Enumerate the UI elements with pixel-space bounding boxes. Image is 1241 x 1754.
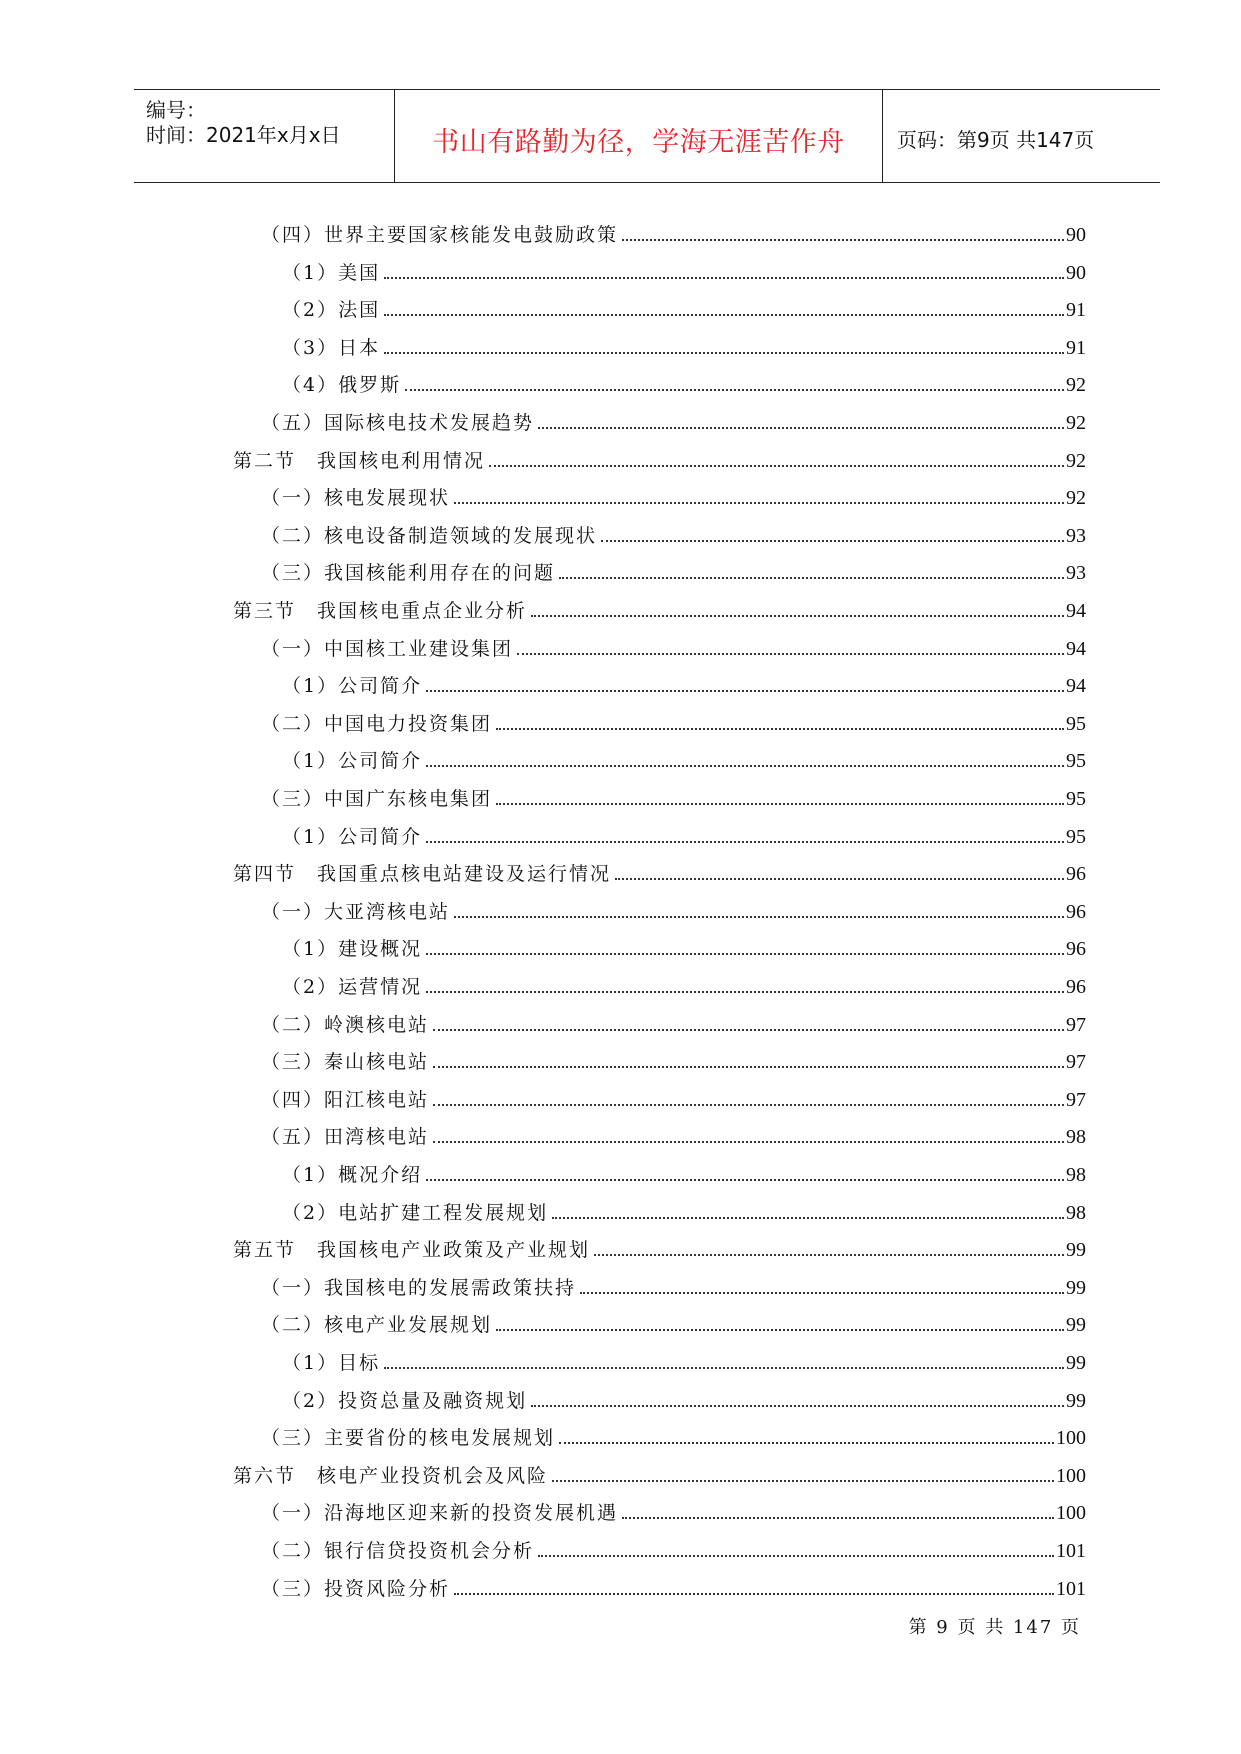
toc-leader-dots <box>531 1405 1064 1407</box>
toc-entry[interactable] <box>282 818 1086 848</box>
toc-leader-dots <box>433 1104 1064 1106</box>
toc-entry-page: 94 <box>1066 675 1086 698</box>
toc-entry[interactable] <box>261 1269 1086 1299</box>
toc-entry-title: （2）投资总量及融资规划 <box>282 1389 528 1412</box>
toc-entry-page: 93 <box>1066 524 1086 547</box>
toc-entry-title: （一）我国核电的发展需政策扶持 <box>261 1276 577 1299</box>
toc-leader-dots <box>433 1029 1064 1031</box>
toc-entry-page: 98 <box>1066 1201 1086 1224</box>
toc-entry[interactable] <box>261 1118 1086 1148</box>
toc-leader-dots <box>622 1517 1054 1519</box>
toc-entry-page: 96 <box>1066 900 1086 923</box>
toc-leader-dots <box>384 314 1064 316</box>
toc-leader-dots <box>496 803 1064 805</box>
toc-leader-dots <box>496 1329 1064 1331</box>
toc-leader-dots <box>426 1179 1064 1181</box>
toc-entry-title: （4）俄罗斯 <box>282 374 402 397</box>
toc-leader-dots <box>594 1254 1064 1256</box>
toc-entry[interactable] <box>261 1043 1086 1073</box>
toc-entry[interactable] <box>282 366 1086 396</box>
toc-entry-title: （1）公司简介 <box>282 825 423 848</box>
document-time: 时间：2021年x月x日 <box>146 123 341 147</box>
toc-entry[interactable] <box>261 1081 1086 1111</box>
toc-leader-dots <box>454 916 1064 918</box>
toc-entry[interactable] <box>282 742 1086 772</box>
toc-leader-dots <box>538 1555 1054 1557</box>
toc-entry-page: 100 <box>1056 1464 1086 1487</box>
toc-leader-dots <box>559 1442 1054 1444</box>
toc-entry-title: 第三节 我国核电重点企业分析 <box>233 600 528 622</box>
toc-leader-dots <box>426 991 1064 993</box>
toc-entry-title: （三）主要省份的核电发展规划 <box>261 1427 556 1450</box>
toc-entry[interactable] <box>282 254 1086 284</box>
toc-entry-title: （2）运营情况 <box>282 976 423 998</box>
toc-entry-title: （3）日本 <box>282 336 381 359</box>
toc-entry-page: 92 <box>1066 449 1086 472</box>
toc-entry[interactable] <box>261 216 1086 246</box>
toc-leader-dots <box>426 953 1064 955</box>
toc-entry-page: 98 <box>1066 1126 1086 1149</box>
toc-entry-title: （四）阳江核电站 <box>261 1088 430 1111</box>
toc-entry-title: （二）中国电力投资集团 <box>261 712 493 735</box>
toc-entry[interactable] <box>233 1457 1086 1487</box>
toc-entry[interactable] <box>282 1156 1086 1186</box>
toc-entry-page: 94 <box>1066 600 1086 622</box>
toc-entry-title: （1）美国 <box>282 261 381 284</box>
toc-entry[interactable] <box>282 667 1086 697</box>
toc-leader-dots <box>426 765 1064 767</box>
toc-entry-page: 95 <box>1066 750 1086 773</box>
toc-entry[interactable] <box>282 1194 1086 1224</box>
header-motto: 书山有路勤为径，学海无涯苦作舟 <box>432 127 845 158</box>
toc-entry-page: 101 <box>1056 1577 1086 1600</box>
toc-entry-title: （1）概况介绍 <box>282 1164 423 1186</box>
header-left-cell <box>134 90 394 182</box>
toc-entry[interactable] <box>261 1494 1086 1524</box>
toc-entry-title: （三）中国广东核电集团 <box>261 788 493 810</box>
toc-entry-page: 97 <box>1066 1088 1086 1111</box>
toc-leader-dots <box>384 352 1064 354</box>
toc-entry-title: （2）电站扩建工程发展规划 <box>282 1201 549 1224</box>
toc-leader-dots <box>405 389 1064 391</box>
toc-entry[interactable] <box>261 893 1086 923</box>
toc-entry[interactable] <box>233 855 1086 885</box>
toc-entry-page: 90 <box>1066 261 1086 284</box>
toc-entry[interactable] <box>282 291 1086 321</box>
toc-entry[interactable] <box>233 592 1086 622</box>
toc-entry-title: （三）投资风险分析 <box>261 1577 451 1600</box>
toc-leader-dots <box>433 1066 1064 1068</box>
toc-entry[interactable] <box>261 780 1086 810</box>
toc-entry-title: （1）目标 <box>282 1352 381 1374</box>
toc-entry-title: （1）建设概况 <box>282 938 423 961</box>
toc-entry-title: （三）我国核能利用存在的问题 <box>261 562 556 585</box>
page-footer: 第 9 页 共 147 页 <box>908 1617 1081 1638</box>
toc-leader-dots <box>454 502 1064 504</box>
toc-entry-page: 99 <box>1066 1276 1086 1299</box>
toc-leader-dots <box>454 1593 1054 1595</box>
toc-entry-page: 94 <box>1066 637 1086 660</box>
toc-entry-page: 99 <box>1066 1389 1086 1412</box>
toc-leader-dots <box>601 540 1064 542</box>
toc-entry[interactable] <box>233 442 1086 472</box>
toc-entry-title: （二）核电产业发展规划 <box>261 1314 493 1337</box>
toc-entry[interactable] <box>261 554 1086 584</box>
toc-entry-title: （二）核电设备制造领域的发展现状 <box>261 524 598 547</box>
toc-entry-title: 第六节 核电产业投资机会及风险 <box>233 1464 549 1487</box>
toc-entry-page: 100 <box>1056 1427 1086 1450</box>
page-header <box>134 89 1160 183</box>
toc-entry-page: 92 <box>1066 412 1086 434</box>
toc-leader-dots <box>384 1367 1064 1369</box>
toc-entry-page: 100 <box>1056 1502 1086 1525</box>
toc-entry-title: （三）秦山核电站 <box>261 1051 430 1074</box>
toc-leader-dots <box>552 1480 1054 1482</box>
toc-entry[interactable] <box>282 1344 1086 1374</box>
toc-entry-title: （2）法国 <box>282 299 381 322</box>
toc-entry-page: 99 <box>1066 1239 1086 1262</box>
toc-entry-title: （一）中国核工业建设集团 <box>261 637 514 660</box>
toc-leader-dots <box>622 239 1064 241</box>
toc-entry[interactable] <box>282 968 1086 998</box>
toc-leader-dots <box>580 1292 1064 1294</box>
toc-entry-page: 101 <box>1056 1540 1086 1562</box>
toc-leader-dots <box>489 465 1064 467</box>
toc-entry[interactable] <box>261 1306 1086 1336</box>
toc-entry-page: 96 <box>1066 976 1086 998</box>
toc-entry-page: 96 <box>1066 863 1086 886</box>
toc-entry-page: 95 <box>1066 825 1086 848</box>
toc-entry[interactable] <box>261 404 1086 434</box>
toc-entry-title: （四）世界主要国家核能发电鼓励政策 <box>261 224 619 246</box>
toc-entry[interactable] <box>233 1231 1086 1261</box>
toc-entry[interactable] <box>261 1570 1086 1600</box>
toc-entry-title: 第二节 我国核电利用情况 <box>233 449 486 472</box>
toc-entry-page: 98 <box>1066 1164 1086 1186</box>
toc-entry-page: 97 <box>1066 1051 1086 1074</box>
header-right-cell <box>883 90 1160 182</box>
toc-entry-title: （二）岭澳核电站 <box>261 1013 430 1036</box>
toc-entry-title: 第五节 我国核电产业政策及产业规划 <box>233 1239 591 1262</box>
toc-entry-page: 95 <box>1066 788 1086 810</box>
toc-leader-dots <box>384 277 1064 279</box>
toc-entry[interactable] <box>261 479 1086 509</box>
toc-entry-page: 97 <box>1066 1013 1086 1036</box>
toc-leader-dots <box>615 878 1064 880</box>
document-number: 编号： <box>146 98 206 122</box>
toc-entry-title: （五）国际核电技术发展趋势 <box>261 412 535 434</box>
toc-leader-dots <box>426 690 1064 692</box>
toc-entry[interactable] <box>282 930 1086 960</box>
toc-leader-dots <box>426 841 1064 843</box>
toc-entry[interactable] <box>282 1382 1086 1412</box>
toc-entry-title: （1）公司简介 <box>282 675 423 698</box>
toc-entry-title: （一）沿海地区迎来新的投资发展机遇 <box>261 1502 619 1525</box>
toc-leader-dots <box>531 615 1064 617</box>
toc-entry[interactable] <box>261 705 1086 735</box>
toc-entry[interactable] <box>261 1006 1086 1036</box>
header-middle-cell <box>394 90 883 182</box>
toc-entry[interactable] <box>261 1532 1086 1562</box>
toc-leader-dots <box>552 1217 1064 1219</box>
toc-leader-dots <box>433 1141 1064 1143</box>
toc-entry-page: 92 <box>1066 487 1086 510</box>
toc-entry-page: 93 <box>1066 562 1086 585</box>
toc-entry-page: 92 <box>1066 374 1086 397</box>
toc-leader-dots <box>559 577 1064 579</box>
toc-entry-title: （二）银行信贷投资机会分析 <box>261 1540 535 1562</box>
toc-entry[interactable] <box>261 630 1086 660</box>
header-page-number: 页码：第9页 共147页 <box>897 128 1095 152</box>
toc-entry-page: 91 <box>1066 336 1086 359</box>
toc-entry-title: （一）核电发展现状 <box>261 487 451 510</box>
toc-entry-page: 99 <box>1066 1352 1086 1374</box>
toc-entry-page: 96 <box>1066 938 1086 961</box>
toc-entry[interactable] <box>282 329 1086 359</box>
toc-entry-page: 95 <box>1066 712 1086 735</box>
toc-entry[interactable] <box>261 517 1086 547</box>
toc-leader-dots <box>538 427 1064 429</box>
toc-entry[interactable] <box>261 1419 1086 1449</box>
toc-leader-dots <box>496 728 1064 730</box>
toc-leader-dots <box>517 653 1064 655</box>
toc-entry-title: （五）田湾核电站 <box>261 1126 430 1149</box>
toc-entry-page: 91 <box>1066 299 1086 322</box>
toc-entry-page: 99 <box>1066 1314 1086 1337</box>
toc-entry-title: 第四节 我国重点核电站建设及运行情况 <box>233 863 612 886</box>
toc-entry-page: 90 <box>1066 224 1086 246</box>
toc-entry-title: （1）公司简介 <box>282 750 423 773</box>
toc-entry-title: （一）大亚湾核电站 <box>261 900 451 923</box>
